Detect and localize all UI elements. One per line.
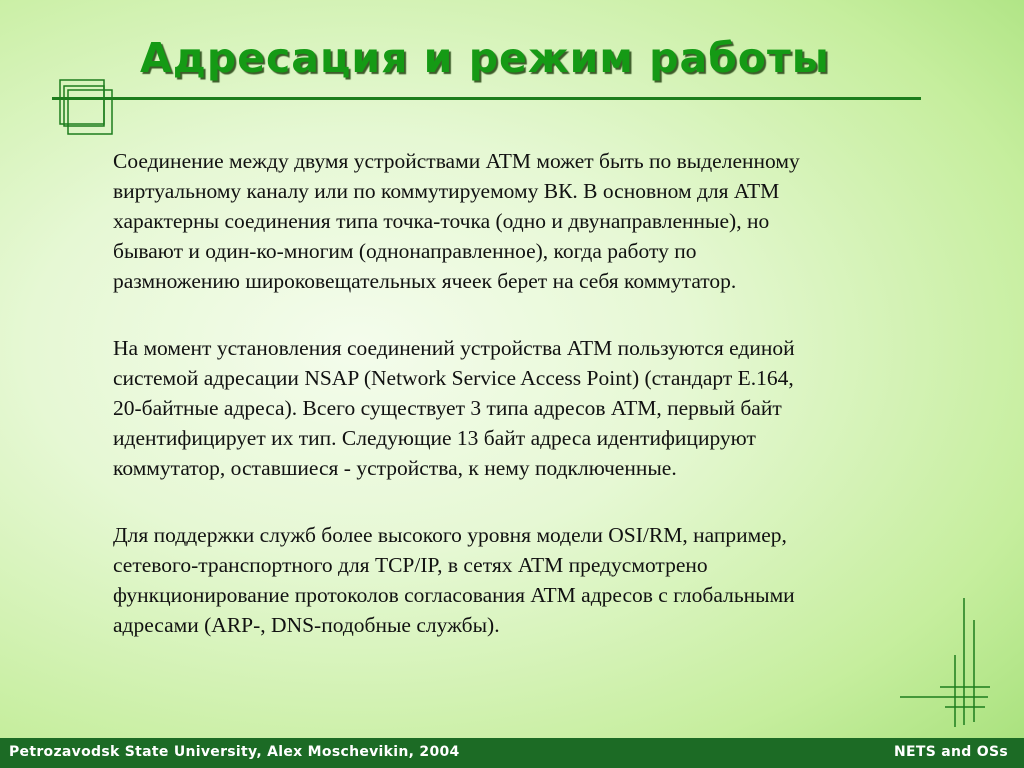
page-title: Адресация и режим работы [140,34,830,82]
footer-course: NETS and OSs [893,744,1008,760]
footer-bar [0,738,1024,768]
slide-body [113,146,953,677]
title-underline [52,97,921,100]
paragraph-protocols: Для поддержки служб более высокого уровня модели OSI/RM, например, сетевого-транспортного для TCP/IP, в сетях ATM предусмотрено функционирование протоколов согласования ATM адресов с глобальными адресами (ARP-, DNS-подобные службы). [113,523,795,637]
paragraph-addressing: На момент установления соединений устройства ATM пользуются единой системой адресации NSAP (Network Service Access Point) (стандарт E.164, 20-байтные адреса). Всего существует 3 типа адресов ATM, первый байт идентифицирует их тип. Следующие 13 байт адреса идентифицируют коммутатор, оставшиеся - устройства, к нему подключенные. [113,336,795,480]
square-frames-decoration [60,80,112,134]
footer-author: Petrozavodsk State University, Alex Moschevikin, 2004 [9,744,460,760]
paragraph-connections: Соединение между двумя устройствами ATM может быть по выделенному виртуальному каналу или по коммутируемому ВК. В основном для ATM характерны соединения типа точка-точка (одно и двунаправленные), но бывают и один-ко-многим (однонаправленное), когда работу по размножению широковещательных ячеек берет на себя коммутатор. [113,149,800,293]
